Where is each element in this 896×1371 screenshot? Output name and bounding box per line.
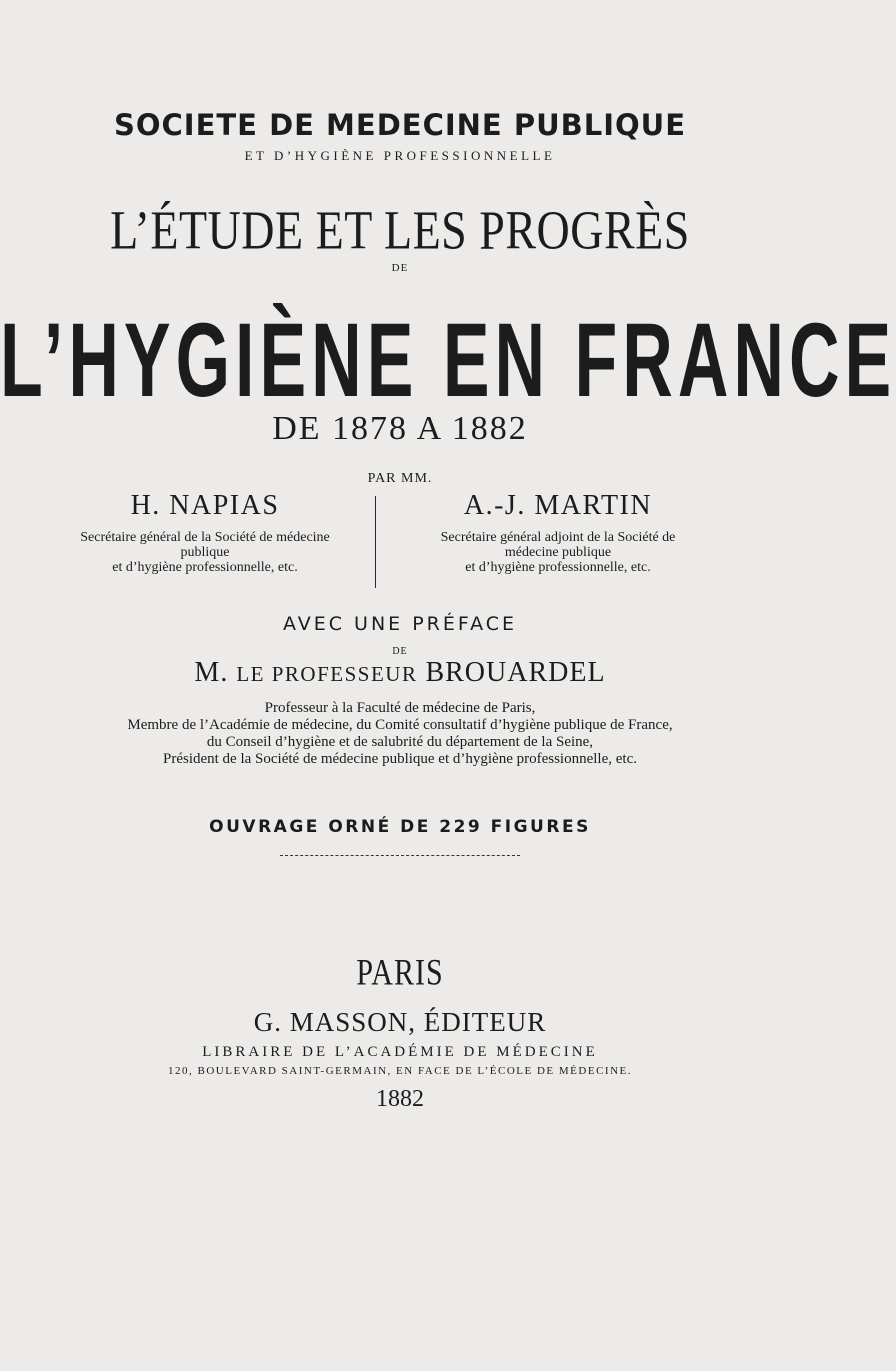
preface-connector: DE bbox=[392, 646, 408, 657]
preface-author-title: LE PROFESSEUR bbox=[236, 662, 418, 686]
author-desc-line: et d’hygiène professionnelle, etc. bbox=[112, 560, 298, 575]
author-desc-line: Secrétaire général adjoint de la Société de bbox=[440, 530, 676, 545]
title-connector: DE bbox=[391, 262, 409, 274]
title-years: DE 1878 A 1882 bbox=[272, 410, 528, 447]
society-subtitle: ET D’HYGIÈNE PROFESSIONNELLE bbox=[244, 148, 556, 163]
ouvrage-note: OUVRAGE ORNÉ DE 229 FIGURES bbox=[209, 817, 591, 837]
author-desc-line: et d’hygiène professionnelle, etc. bbox=[465, 560, 651, 575]
bio-line: du Conseil d’hygiène et de salubrité du département de la Seine, bbox=[206, 734, 594, 750]
author-desc-line: publique bbox=[180, 545, 230, 560]
preface-heading: AVEC UNE PRÉFACE bbox=[282, 613, 518, 635]
imprint-publisher: G. MASSON, ÉDITEUR bbox=[253, 1007, 547, 1037]
title-line-2: L’HYGIÈNE EN FRANCE bbox=[0, 301, 896, 419]
author-description bbox=[55, 530, 355, 575]
preface-author bbox=[0, 657, 800, 689]
bio-line: Président de la Société de médecine publique et d’hygiène professionnelle, etc. bbox=[162, 751, 637, 767]
imprint-year: 1882 bbox=[376, 1086, 424, 1112]
imprint-address: 120, BOULEVARD SAINT-GERMAIN, EN FACE DE L’ÉCOLE DE MÉDECINE. bbox=[168, 1065, 632, 1077]
bio-line: Professeur à la Faculté de médecine de Paris, bbox=[264, 700, 536, 716]
authors-intro: PAR MM. bbox=[367, 471, 433, 486]
author-name: A.-J. MARTIN bbox=[463, 490, 653, 521]
author-napias bbox=[55, 490, 355, 575]
preface-author-prefix: M. bbox=[194, 657, 229, 688]
imprint-libraire: LIBRAIRE DE L’ACADÉMIE DE MÉDECINE bbox=[202, 1044, 598, 1060]
author-martin bbox=[388, 490, 728, 575]
author-name: H. NAPIAS bbox=[130, 490, 280, 521]
bio-line: Membre de l’Académie de médecine, du Comité consultatif d’hygiène publique de France, bbox=[127, 717, 673, 733]
title-line-1: L’ÉTUDE ET LES PROGRÈS bbox=[110, 199, 690, 261]
imprint-city: PARIS bbox=[356, 952, 444, 994]
author-desc-line: Secrétaire général de la Société de médecine bbox=[80, 530, 330, 545]
author-divider bbox=[375, 496, 376, 588]
preface-author-bio bbox=[0, 700, 800, 768]
preface-author-name: BROUARDEL bbox=[425, 657, 606, 688]
society-name: SOCIETE DE MEDECINE PUBLIQUE bbox=[113, 108, 687, 142]
section-rule bbox=[280, 855, 520, 856]
author-desc-line: médecine publique bbox=[504, 545, 612, 560]
author-description bbox=[388, 530, 728, 575]
